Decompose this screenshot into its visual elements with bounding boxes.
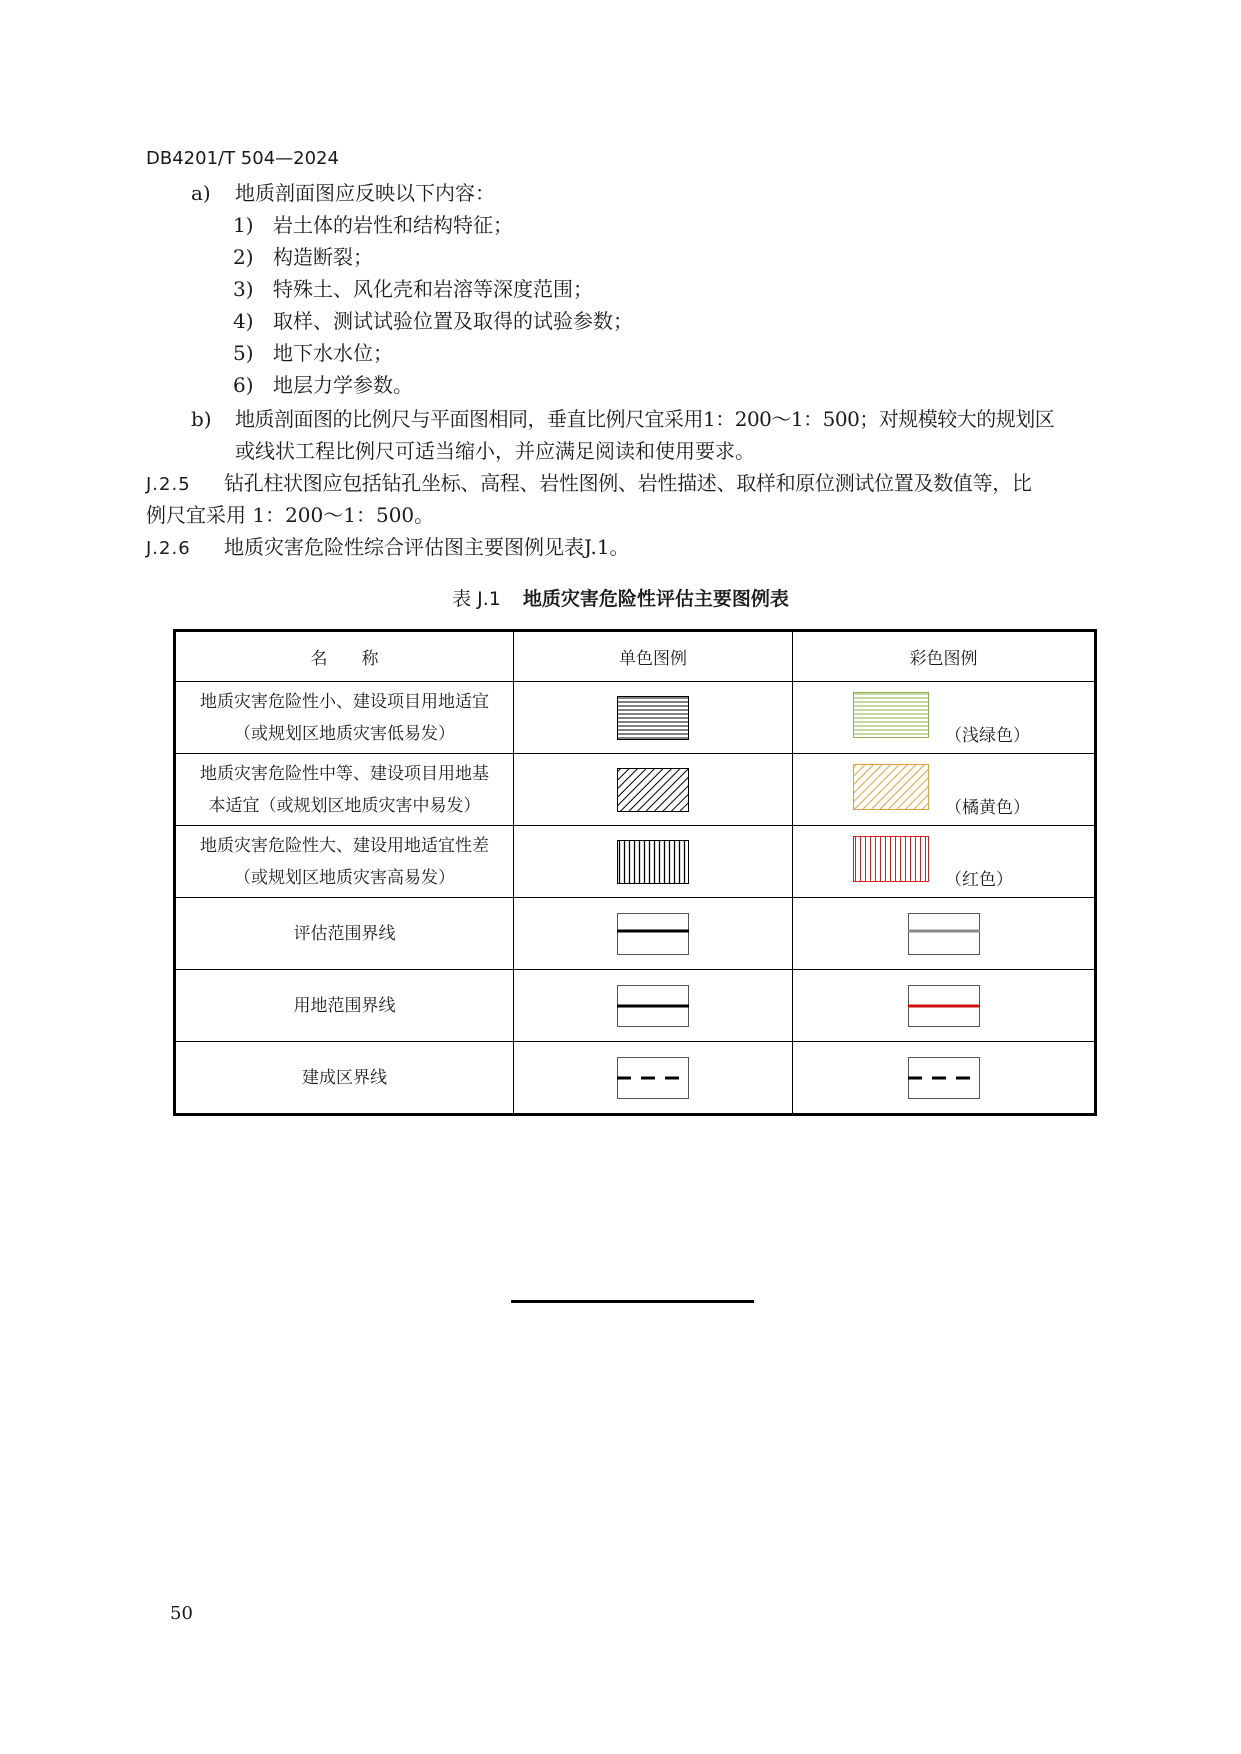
sub-marker: 3): [233, 277, 254, 301]
row-name: 建成区界线: [175, 1042, 514, 1115]
sub-marker: 2): [233, 245, 254, 269]
sub-item-1: [233, 213, 513, 237]
list-marker: b): [191, 407, 212, 431]
mono-legend-cell: [514, 826, 793, 898]
row-name: 地质灾害危险性小、建设项目用地适宜 （或规划区地质灾害低易发）: [175, 682, 514, 754]
row-name: 用地范围界线: [175, 970, 514, 1042]
sub-marker: 1): [233, 213, 254, 237]
table-number: 表 J.1: [452, 588, 501, 610]
header-color: 彩色图例: [793, 631, 1096, 682]
color-legend-cell: [793, 970, 1096, 1042]
color-label: （橘黄色）: [945, 798, 1030, 818]
clause-text-line2: 例尺宜采用 1：200～1：500。: [146, 503, 435, 527]
table-title: 地质灾害危险性评估主要图例表: [522, 588, 789, 610]
diagonal-hatch-swatch: [617, 768, 689, 812]
end-rule: [511, 1300, 754, 1303]
sub-text: 地下水水位；: [273, 341, 393, 365]
sub-text: 岩土体的岩性和结构特征；: [273, 213, 513, 237]
mono-legend-cell: [514, 898, 793, 970]
header-mono: 单色图例: [514, 631, 793, 682]
row-name: 地质灾害危险性中等、建设项目用地基 本适宜（或规划区地质灾害中易发）: [175, 754, 514, 826]
header-name: 名称: [175, 631, 514, 682]
clause-text-line1: 钻孔柱状图应包括钻孔坐标、高程、岩性图例、岩性描述、取样和原位测试位置及数值等，比: [224, 471, 1032, 495]
table-row: [175, 754, 1096, 826]
sub-item-5: [233, 341, 393, 365]
table-header-row: [175, 631, 1096, 682]
table-row: [175, 970, 1096, 1042]
mono-legend-cell: [514, 970, 793, 1042]
document-id: DB4201/T 504—2024: [146, 148, 339, 169]
list-text-line1: 地质剖面图的比例尺与平面图相同，垂直比例尺宜采用1：200～1：500；对规模较大的规划区: [235, 407, 1055, 431]
clause-text: 地质灾害危险性综合评估图主要图例见表J.1。: [224, 535, 630, 559]
horizontal-hatch-swatch: [617, 696, 689, 740]
clause-j26: [146, 535, 630, 561]
mono-legend-cell: [514, 1042, 793, 1115]
red-hatch-swatch: [853, 836, 929, 882]
list-marker: a): [191, 181, 211, 205]
table-caption: [0, 584, 1241, 611]
color-legend-cell: [793, 754, 1096, 826]
sub-text: 地层力学参数。: [273, 373, 413, 397]
color-legend-cell: [793, 898, 1096, 970]
mono-legend-cell: [514, 754, 793, 826]
land-boundary-line-symbol: [617, 985, 689, 1027]
mono-legend-cell: [514, 682, 793, 754]
eval-boundary-color-line-symbol: [908, 913, 980, 955]
list-item-b: [191, 407, 1055, 431]
sub-marker: 4): [233, 309, 254, 333]
builtup-boundary-dashed-symbol: [617, 1057, 689, 1099]
sub-item-4: [233, 309, 633, 333]
sub-text: 取样、测试试验位置及取得的试验参数；: [273, 309, 633, 333]
color-legend-cell: [793, 826, 1096, 898]
sub-marker: 6): [233, 373, 254, 397]
table-row: [175, 898, 1096, 970]
light-green-hatch-swatch: [853, 692, 929, 738]
row-name: 地质灾害危险性大、建设用地适宜性差 （或规划区地质灾害高易发）: [175, 826, 514, 898]
color-label: （浅绿色）: [945, 726, 1030, 746]
sub-item-3: [233, 277, 593, 301]
color-label: （红色）: [945, 870, 1013, 890]
vertical-hatch-swatch: [617, 840, 689, 884]
page-number: 50: [170, 1603, 193, 1624]
row-name: 评估范围界线: [175, 898, 514, 970]
list-text-line2: 或线状工程比例尺可适当缩小，并应满足阅读和使用要求。: [235, 439, 755, 463]
clause-number: J.2.6: [146, 538, 191, 559]
sub-item-2: [233, 245, 373, 269]
orange-hatch-swatch: [853, 764, 929, 810]
legend-table: [173, 629, 1097, 1116]
table-row: [175, 1042, 1096, 1115]
list-text: 地质剖面图应反映以下内容：: [235, 181, 495, 205]
table-row: [175, 826, 1096, 898]
land-boundary-color-line-symbol: [908, 985, 980, 1027]
color-legend-cell: [793, 1042, 1096, 1115]
list-item-a: [191, 181, 495, 205]
sub-text: 特殊土、风化壳和岩溶等深度范围；: [273, 277, 593, 301]
sub-item-6: [233, 373, 413, 397]
builtup-boundary-color-dashed-symbol: [908, 1057, 980, 1099]
table-row: [175, 682, 1096, 754]
color-legend-cell: [793, 682, 1096, 754]
sub-text: 构造断裂；: [273, 245, 373, 269]
sub-marker: 5): [233, 341, 254, 365]
clause-j25: [146, 471, 1032, 497]
eval-boundary-line-symbol: [617, 913, 689, 955]
clause-number: J.2.5: [146, 474, 191, 495]
